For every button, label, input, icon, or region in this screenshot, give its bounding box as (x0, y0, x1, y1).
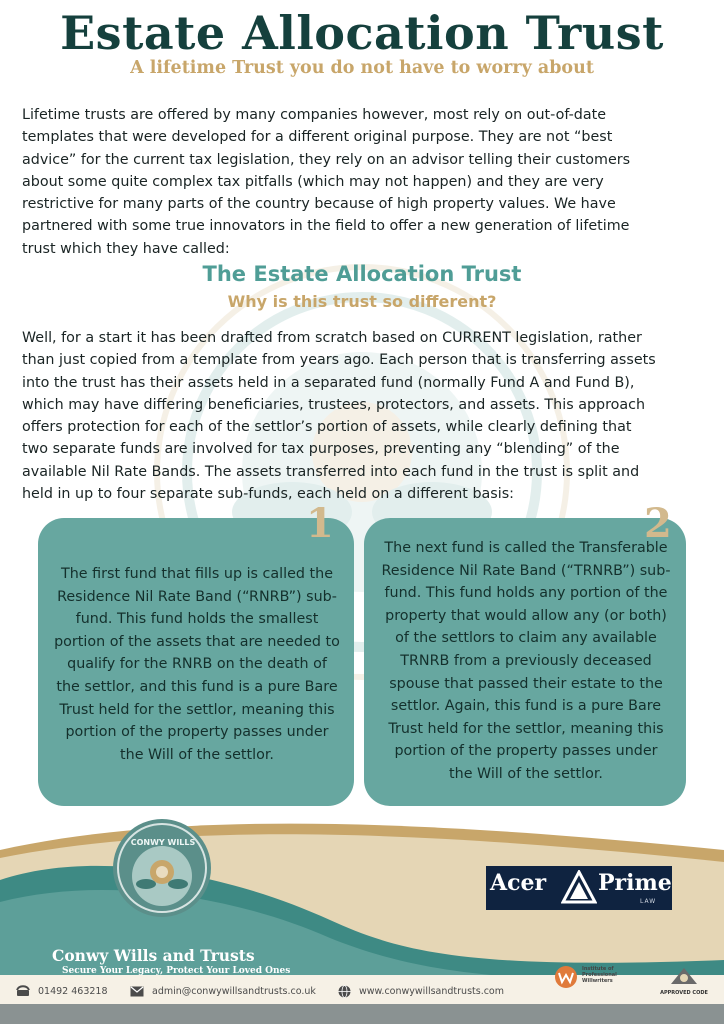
page-subtitle: A lifetime Trust you do not have to worry about (130, 58, 594, 78)
section-subtitle: Why is this trust so different? (227, 292, 497, 311)
website-text: www.conwywillsandtrusts.com (359, 985, 505, 997)
intro-line: restrictive for many parts of the country because of high property values. We have (22, 196, 616, 213)
card-line: Trust held for the settlor, meaning this (59, 701, 335, 718)
card-line: Residence Nil Rate Band (“RNRB”) sub- (57, 588, 337, 605)
card-line: portion of the assets that are needed to (54, 633, 340, 650)
card-line: settlor. Again, this fund is a pure Bare (390, 698, 662, 715)
card-line: The first fund that fills up is called the (60, 566, 333, 582)
intro-paragraph (22, 104, 704, 260)
intro-line: advice” for the current tax legislation, they rely on an advisor telling their customers (22, 151, 631, 168)
acer-prime-law: LAW (640, 898, 657, 905)
ipw-logo-icon (553, 965, 579, 989)
approved-code-badge (651, 962, 717, 1002)
approved-code-text: APPROVED CODE (660, 990, 708, 996)
intro-line: trust which they have called: (22, 240, 230, 257)
card-line: spouse that passed their estate to the (389, 675, 663, 692)
body-line: offers protection for each of the settlor’s portion of assets, while clearly defining that (22, 419, 632, 436)
body-line: Well, for a start it has been drafted from scratch based on CURRENT legislation, rather (22, 330, 642, 346)
card-line: the Will of the settlor. (120, 746, 274, 763)
ipw-line: Willwriters (582, 978, 613, 984)
card-line: Residence Nil Rate Band (“TRNRB”) sub- (381, 562, 671, 579)
fund-card-1-number: 1 (306, 500, 334, 547)
body-line: held in up to four separate sub-funds, each held on a different basis: (22, 486, 514, 503)
contact-phone[interactable] (16, 983, 108, 999)
fund-card-2-text (368, 537, 684, 786)
card-line: portion of the property passes under (394, 743, 658, 760)
phone-text: 01492 463218 (38, 985, 108, 997)
card-line: property that would allow any (or both) (385, 607, 667, 624)
acer-prime-right: Prime (598, 870, 672, 896)
fund-card-1-text (46, 563, 348, 766)
bottom-bar (0, 1004, 724, 1024)
card-line: TRNRB from a previously deceased (400, 652, 652, 669)
intro-line: about some quite complex tax pitfalls (which may not happen) and they are very (22, 173, 604, 190)
page-title: Estate Allocation Trust (60, 6, 664, 60)
acer-prime-left: Acer (490, 870, 547, 896)
card-line: fund. This fund holds any portion of the (384, 585, 668, 602)
fund-card-2-number: 2 (644, 500, 672, 547)
card-line: Trust held for the settlor, meaning this (388, 720, 664, 737)
card-line: fund. This fund holds the smallest (75, 611, 319, 628)
ipw-line: Professional (582, 972, 617, 978)
email-icon (130, 986, 144, 997)
card-line: The next fund is called the Transferable (384, 540, 668, 556)
email-text: admin@conwywillsandtrusts.co.uk (152, 985, 316, 997)
logo-text: CONWY WILLS (130, 838, 196, 847)
conwy-wills-logo (112, 818, 212, 918)
card-line: portion of the property passes under (65, 724, 329, 741)
intro-line: templates that were developed for a different original purpose. They are not “best (22, 129, 613, 146)
ipw-text (582, 966, 617, 984)
ipw-line: Institute of (582, 966, 614, 972)
card-line: of the settlors to claim any available (395, 630, 657, 647)
body-paragraph (22, 327, 704, 505)
card-line: the Will of the settlor. (449, 765, 603, 782)
company-tagline: Secure Your Legacy, Protect Your Loved Ones (62, 966, 291, 976)
company-name: Conwy Wills and Trusts (52, 946, 255, 965)
globe-icon (338, 985, 351, 998)
body-line: which may have differing beneficiaries, trustees, protectors, and assets. This approach (22, 396, 646, 413)
contact-website[interactable] (338, 983, 504, 999)
intro-line: partnered with some true innovators in the field to offer a new generation of lifetime (22, 218, 630, 235)
body-line: into the trust has their assets held in a separated fund (normally Fund A and Fund B), (22, 374, 635, 391)
card-line: qualify for the RNRB on the death of (67, 656, 327, 673)
body-line: than just copied from a template from years ago. Each person that is transferring assets (22, 352, 656, 369)
body-line: two separate funds are involved for tax purposes, preventing any “blending” of the (22, 441, 620, 458)
phone-icon (16, 985, 30, 997)
section-title: The Estate Allocation Trust (202, 262, 522, 286)
card-line: the settlor, and this fund is a pure Bare (56, 678, 338, 695)
body-line: available Nil Rate Bands. The assets transferred into each fund in the trust is split and (22, 463, 640, 480)
contact-email[interactable] (130, 983, 316, 999)
acer-prime-mark-icon (561, 870, 597, 904)
intro-line: Lifetime trusts are offered by many companies however, most rely on out-of-date (22, 107, 606, 123)
